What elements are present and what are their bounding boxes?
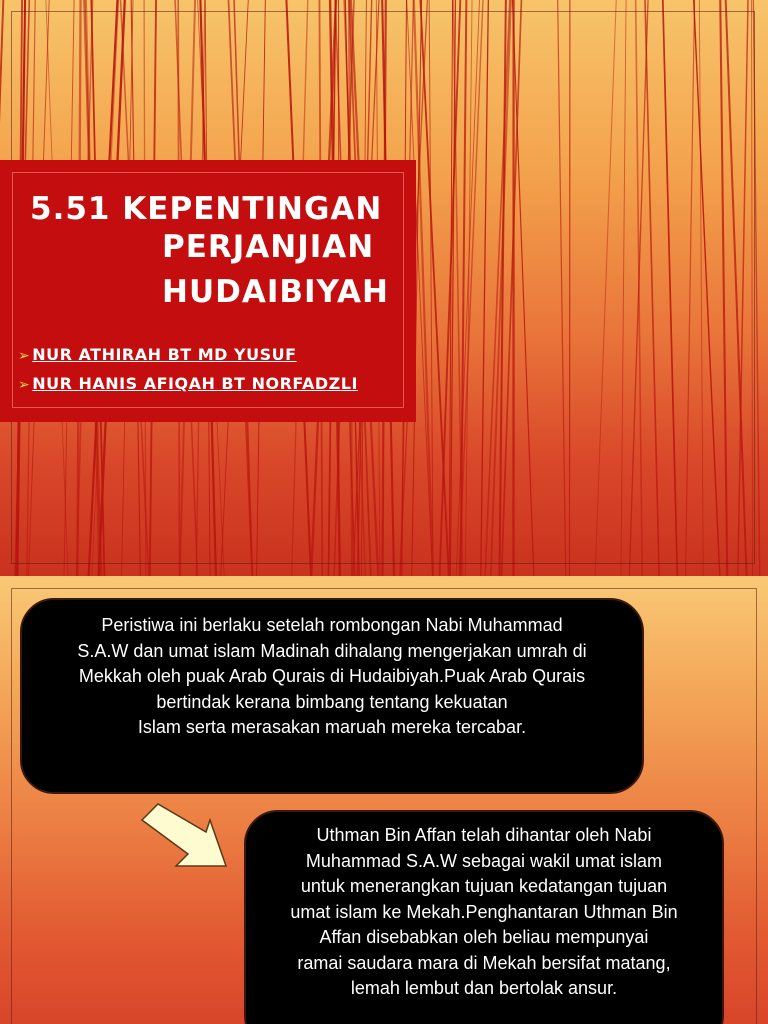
content-slide	[0, 576, 768, 1024]
text-bubble-2	[244, 810, 724, 1024]
author-name: NUR HANIS AFIQAH BT NORFADZLI	[32, 374, 358, 393]
title-line-3: HUDAIBIYAH	[162, 274, 389, 310]
author-name: NUR ATHIRAH BT MD YUSUF	[32, 345, 297, 364]
title-line-1: 5.51 KEPENTINGAN	[30, 191, 383, 227]
author-item	[18, 345, 297, 364]
down-right-arrow-icon	[140, 802, 240, 874]
bubble-2-text: Uthman Bin Affan telah dihantar oleh Nabi Muhammad S.A.W sebagai wakil umat islam untuk menerangkan tujuan kedatangan tujuan umat islam ke Mekah.Penghantaran Uthman Bin Affan disebabkan oleh beliau mempunyai ramai saudara mara di Mekah bersifat matang, lemah lembut dan bertolak ansur.	[290, 825, 678, 998]
title-line-2: PERJANJIAN	[162, 229, 375, 265]
arrow-bullet-icon: ➢	[18, 377, 31, 393]
author-item	[18, 374, 358, 393]
text-bubble-1	[20, 598, 644, 794]
arrow-bullet-icon: ➢	[18, 348, 31, 364]
bubble-1-text: Peristiwa ini berlaku setelah rombongan Nabi Muhammad S.A.W dan umat islam Madinah dihalang mengerjakan umrah di Mekkah oleh puak Arab Qurais di Hudaibiyah.Puak Arab Qurais bertindak kerana bimbang tentang kekuatan Islam serta merasakan maruah mereka tercabar.	[77, 615, 587, 737]
